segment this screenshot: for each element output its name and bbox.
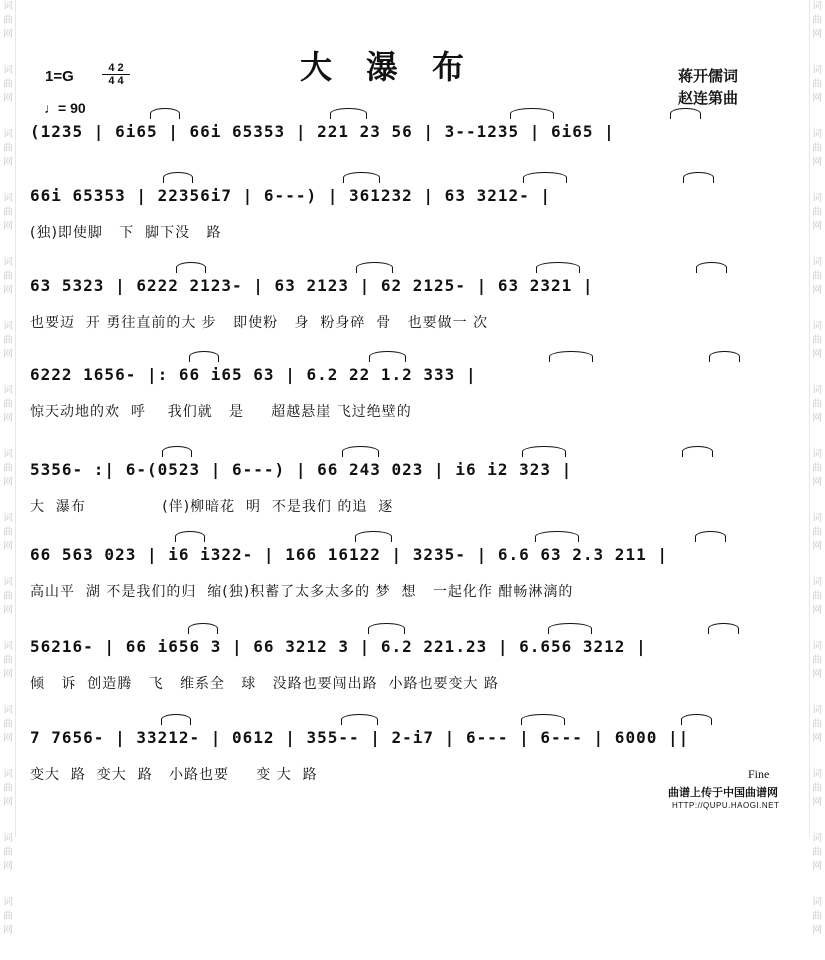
page-title: 大瀑布	[300, 48, 499, 86]
watermark-gap	[810, 618, 824, 640]
watermark-glyph: 曲	[812, 79, 822, 90]
watermark-glyph: 曲	[812, 335, 822, 346]
watermark-gap	[810, 682, 824, 704]
watermark-glyph: 网	[3, 413, 13, 424]
notation-line: 5356- :| 6-(0523 | 6---) | 66 243 023 | i6 i2 323 |	[30, 460, 573, 479]
slur-mark	[176, 262, 206, 273]
lyricist: 蒋开儒词	[678, 68, 739, 85]
watermark-glyph: 网	[3, 29, 13, 40]
watermark-glyph: 网	[3, 157, 13, 168]
watermark-glyph: 词	[3, 1, 13, 12]
slur-mark	[549, 351, 593, 362]
watermark-glyph: 词	[812, 449, 822, 460]
fine-marking: Fine	[748, 767, 770, 781]
lyrics-line: 倾 诉 创造腾 飞 维系全 球 没路也要闯出路 小路也要变大 路	[30, 676, 500, 692]
lyrics-line: (独)即使脚 下 脚下没 路	[30, 225, 222, 241]
watermark-glyph: 曲	[3, 783, 13, 794]
watermark-glyph: 词	[3, 641, 13, 652]
watermark-glyph: 网	[812, 349, 822, 360]
watermark-glyph: 词	[3, 65, 13, 76]
watermark-glyph: 网	[3, 669, 13, 680]
watermark-glyph: 网	[3, 861, 13, 872]
watermark-glyph: 词	[812, 769, 822, 780]
watermark-glyph: 曲	[812, 655, 822, 666]
watermark-glyph: 网	[3, 797, 13, 808]
watermark-glyph: 曲	[3, 271, 13, 282]
time-signature	[102, 62, 130, 87]
slur-mark	[355, 531, 392, 542]
watermark-glyph: 曲	[812, 271, 822, 282]
watermark-glyph: 曲	[812, 847, 822, 858]
watermark-glyph: 词	[812, 385, 822, 396]
slur-mark	[369, 351, 406, 362]
composer: 赵连第曲	[678, 90, 739, 107]
watermark-glyph: 网	[812, 93, 822, 104]
watermark-gap	[1, 618, 15, 640]
watermark-glyph: 词	[3, 257, 13, 268]
watermark-glyph: 词	[812, 513, 822, 524]
slur-mark	[342, 446, 379, 457]
watermark-glyph: 网	[812, 413, 822, 424]
watermark-glyph: 网	[812, 797, 822, 808]
watermark-glyph: 词	[3, 769, 13, 780]
watermark-glyph: 网	[812, 29, 822, 40]
watermark-glyph: 网	[3, 349, 13, 360]
watermark-glyph: 曲	[3, 207, 13, 218]
watermark-glyph: 曲	[812, 527, 822, 538]
lyrics-line: 大 瀑布 (伴)柳暗花 明 不是我们 的追 逐	[30, 499, 394, 515]
watermark-glyph: 词	[3, 321, 13, 332]
slur-mark	[683, 172, 714, 183]
watermark-glyph: 网	[3, 733, 13, 744]
watermark-glyph: 曲	[3, 591, 13, 602]
lyrics-line: 高山平 湖 不是我们的归 缩(独)积蓄了太多太多的 梦 想 一起化作 酣畅淋漓的	[30, 584, 574, 600]
slur-mark	[163, 172, 193, 183]
watermark-glyph: 曲	[812, 143, 822, 154]
watermark-glyph: 曲	[812, 719, 822, 730]
watermark-gap	[810, 554, 824, 576]
watermark-glyph: 网	[3, 541, 13, 552]
watermark-gap	[1, 682, 15, 704]
slur-mark	[670, 108, 701, 119]
watermark-glyph: 曲	[812, 207, 822, 218]
watermark-gap	[1, 490, 15, 512]
watermark-gap	[810, 234, 824, 256]
watermark-glyph: 曲	[3, 399, 13, 410]
slur-mark	[708, 623, 739, 634]
watermark-glyph: 网	[3, 925, 13, 936]
notation-line: 6222 1656- |: 66 i65 63 | 6.2 22 1.2 333 |	[30, 365, 477, 384]
watermark-glyph: 曲	[3, 847, 13, 858]
slur-mark	[548, 623, 592, 634]
watermark-glyph: 词	[812, 193, 822, 204]
watermark-glyph: 词	[812, 321, 822, 332]
watermark-gap	[1, 874, 15, 896]
watermark-glyph: 网	[3, 221, 13, 232]
watermark-glyph: 词	[3, 513, 13, 524]
watermark-glyph: 曲	[812, 591, 822, 602]
watermark-glyph: 词	[3, 193, 13, 204]
watermark-glyph: 曲	[3, 719, 13, 730]
watermark-glyph: 网	[3, 93, 13, 104]
watermark-glyph: 网	[812, 541, 822, 552]
watermark-glyph: 曲	[812, 783, 822, 794]
site-label: 曲谱上传于中国曲谱网	[668, 787, 778, 799]
slur-mark	[521, 714, 565, 725]
slur-mark	[356, 262, 393, 273]
key-signature: 1=G	[45, 68, 74, 85]
watermark-gap	[1, 170, 15, 192]
notation-line: 66 563 023 | i6 i322- | 166 16122 | 3235- | 6.6 63 2.3 211 |	[30, 545, 668, 564]
tempo-marking: ♩= 90	[44, 100, 86, 116]
meter-bottom: 4 4	[108, 75, 124, 87]
watermark-glyph: 网	[3, 605, 13, 616]
notation-line: 63 5323 | 6222 2123- | 63 2123 | 62 2125- | 63 2321 |	[30, 276, 594, 295]
watermark-glyph: 网	[812, 733, 822, 744]
watermark-glyph: 词	[3, 129, 13, 140]
watermark-gap	[810, 298, 824, 320]
watermark-gap	[810, 170, 824, 192]
site-url: HTTP://QUPU.HAOGI.NET	[672, 801, 780, 810]
watermark-glyph: 词	[3, 833, 13, 844]
slur-mark	[175, 531, 205, 542]
slur-mark	[368, 623, 405, 634]
slur-mark	[189, 351, 219, 362]
watermark-right	[809, 0, 824, 936]
watermark-glyph: 网	[812, 669, 822, 680]
watermark-gap	[810, 42, 824, 64]
watermark-glyph: 曲	[812, 399, 822, 410]
watermark-glyph: 曲	[3, 335, 13, 346]
watermark-glyph: 词	[812, 65, 822, 76]
notation-line: (1235 | 6i65 | 66i 65353 | 221 23 56 | 3--1235 | 6i65 |	[30, 122, 615, 141]
watermark-left	[1, 0, 16, 936]
watermark-glyph: 曲	[3, 143, 13, 154]
slur-mark	[536, 262, 580, 273]
watermark-glyph: 词	[3, 705, 13, 716]
watermark-glyph: 网	[812, 605, 822, 616]
watermark-gap	[810, 810, 824, 832]
watermark-glyph: 词	[812, 641, 822, 652]
watermark-glyph: 词	[812, 257, 822, 268]
watermark-gap	[1, 298, 15, 320]
credits	[678, 66, 738, 110]
watermark-glyph: 曲	[3, 79, 13, 90]
watermark-gap	[810, 746, 824, 768]
watermark-gap	[810, 490, 824, 512]
watermark-glyph: 词	[812, 129, 822, 140]
watermark-glyph: 词	[812, 897, 822, 908]
slur-mark	[162, 446, 192, 457]
slur-mark	[523, 172, 567, 183]
notation-line: 66i 65353 | 22356i7 | 6---) | 361232 | 63 3212- |	[30, 186, 552, 205]
watermark-gap	[1, 746, 15, 768]
watermark-gap	[810, 874, 824, 896]
watermark-gap	[1, 810, 15, 832]
watermark-glyph: 网	[812, 477, 822, 488]
watermark-gap	[810, 938, 824, 960]
watermark-glyph: 曲	[812, 463, 822, 474]
watermark-gap	[810, 362, 824, 384]
watermark-glyph: 词	[3, 897, 13, 908]
watermark-gap	[810, 106, 824, 128]
lyrics-line: 也要迈 开 勇往直前的大 步 即使粉 身 粉身碎 骨 也要做一 次	[30, 315, 489, 331]
watermark-gap	[1, 106, 15, 128]
watermark-gap	[810, 426, 824, 448]
watermark-glyph: 词	[812, 833, 822, 844]
slur-mark	[510, 108, 554, 119]
watermark-gap	[1, 362, 15, 384]
watermark-glyph: 词	[3, 385, 13, 396]
slur-mark	[330, 108, 367, 119]
slur-mark	[343, 172, 380, 183]
watermark-glyph: 曲	[3, 15, 13, 26]
slur-mark	[682, 446, 713, 457]
watermark-glyph: 词	[812, 577, 822, 588]
watermark-glyph: 网	[812, 157, 822, 168]
lyrics-line: 惊天动地的欢 呼 我们就 是 超越悬崖 飞过绝壁的	[30, 404, 412, 420]
watermark-glyph: 词	[3, 449, 13, 460]
watermark-gap	[1, 938, 15, 960]
watermark-glyph: 网	[812, 221, 822, 232]
notation-line: 56216- | 66 i656 3 | 66 3212 3 | 6.2 221.23 | 6.656 3212 |	[30, 637, 647, 656]
watermark-glyph: 网	[3, 285, 13, 296]
watermark-gap	[1, 42, 15, 64]
watermark-glyph: 网	[812, 285, 822, 296]
notation-line: 7 7656- | 33212- | 0612 | 355-- | 2-i7 | 6--- | 6--- | 6000 ||	[30, 728, 690, 747]
watermark-glyph: 网	[812, 925, 822, 936]
watermark-gap	[1, 554, 15, 576]
watermark-glyph: 网	[3, 477, 13, 488]
slur-mark	[341, 714, 378, 725]
lyrics-line: 变大 路 变大 路 小路也要 变 大 路	[30, 767, 318, 783]
watermark-glyph: 词	[812, 705, 822, 716]
slur-mark	[681, 714, 712, 725]
watermark-gap	[1, 426, 15, 448]
watermark-glyph: 曲	[812, 15, 822, 26]
watermark-glyph: 曲	[812, 911, 822, 922]
slur-mark	[695, 531, 726, 542]
watermark-glyph: 曲	[3, 463, 13, 474]
meter-top: 4 2	[108, 62, 124, 74]
slur-mark	[161, 714, 191, 725]
watermark-glyph: 词	[3, 577, 13, 588]
slur-mark	[696, 262, 727, 273]
slur-mark	[522, 446, 566, 457]
slur-mark	[709, 351, 740, 362]
slur-mark	[535, 531, 579, 542]
watermark-gap	[1, 234, 15, 256]
watermark-glyph: 曲	[3, 655, 13, 666]
watermark-glyph: 曲	[3, 527, 13, 538]
slur-mark	[150, 108, 180, 119]
watermark-glyph: 词	[812, 1, 822, 12]
watermark-glyph: 曲	[3, 911, 13, 922]
watermark-glyph: 网	[812, 861, 822, 872]
slur-mark	[188, 623, 218, 634]
